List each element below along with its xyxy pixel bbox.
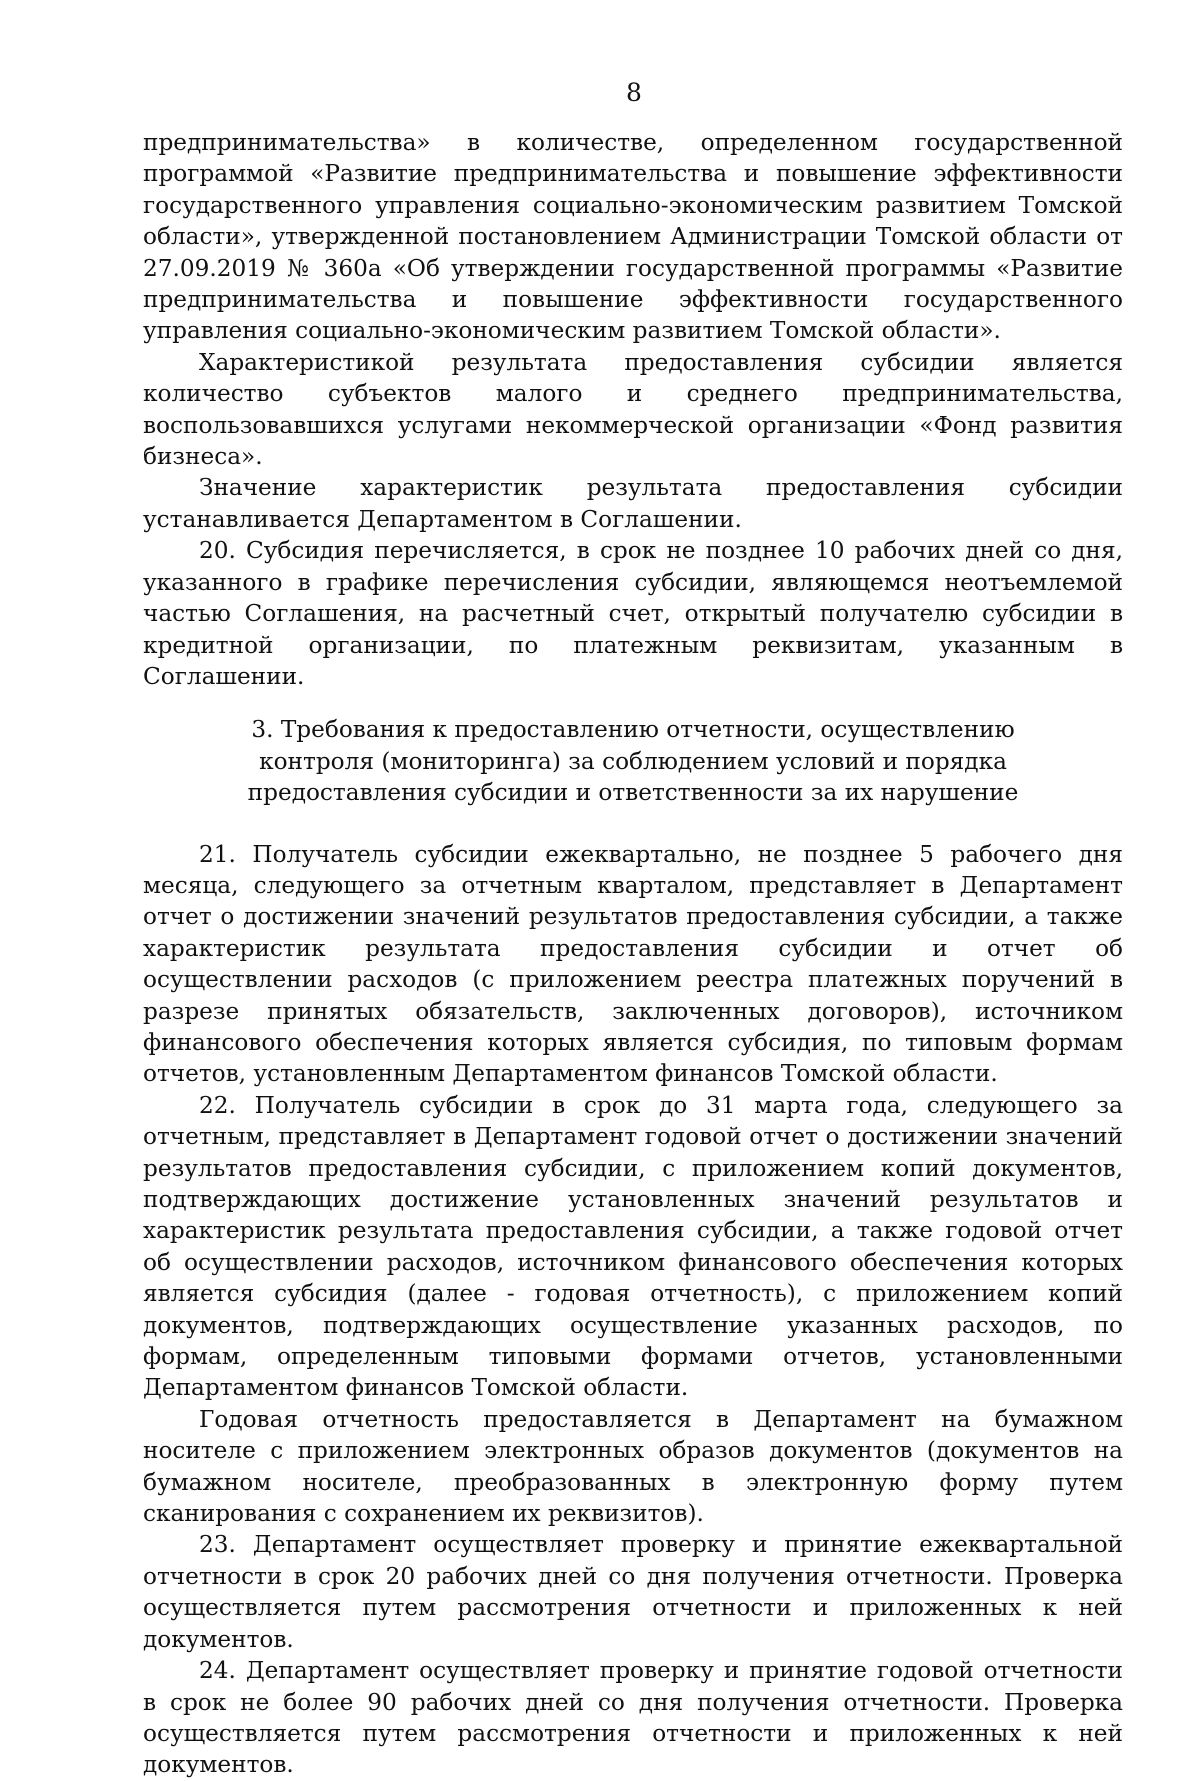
page-number: 8: [626, 78, 642, 107]
item-24-paragraph: 24. Департамент осуществляет проверку и принятие годовой отчетности в срок не более 90 рабочих дней со дня получения отчетности. Проверка осуществляется путем рассмотрения отчетности и приложенных к ней документов.: [143, 1657, 1123, 1779]
item-23-paragraph: 23. Департамент осуществляет проверку и принятие ежеквартальной отчетности в срок 20 рабочих дней со дня получения отчетности. Проверка осуществляется путем рассмотрения отчетности и приложенных к ней документов.: [143, 1531, 1123, 1653]
item-21-paragraph: 21. Получатель субсидии ежеквартально, не позднее 5 рабочего дня месяца, следующего за отчетным кварталом, представляет в Департамент отчет о достижении значений результатов предоставления субсидии, а также характеристик результата предоставления субсидии и отчет об осуществлении расходов (с приложением реестра платежных поручений в разрезе принятых обязательств, заключенных договоров), источником финансового обеспечения которых является субсидия, по типовым формам отчетов, установленным Департаментом финансов Томской области.: [143, 840, 1123, 1088]
section-3-heading-line-2: контроля (мониторинга) за соблюдением условий и порядка: [259, 747, 1007, 775]
characteristic-value-paragraph: Значение характеристик результата предоставления субсидии устанавливается Департаментом в Соглашении.: [143, 474, 1123, 533]
section-3-heading-line-1: 3. Требования к предоставлению отчетности, осуществлению: [251, 716, 1015, 744]
item-22-paragraph: 22. Получатель субсидии в срок до 31 марта года, следующего за отчетным, представляет в Департамент годовой отчет о достижении значений результатов предоставления субсидии, с приложением копий документов, подтверждающих достижение установленных значений результатов и характеристик результата предоставления субсидии, а также годовой отчет об осуществлении расходов, источником финансового обеспечения которых является субсидия (далее - годовая отчетность), с приложением копий документов, подтверждающих осуществление указанных расходов, по формам, определенным типовыми формами отчетов, установленными Департаментом финансов Томской области.: [143, 1091, 1123, 1402]
intro-paragraph: предпринимательства» в количестве, определенном государственной программой «Развитие предпринимательства и повышение эффективности государственного управления социально-экономическим развитием Томской области», утвержденной постановлением Администрации Томской области от 27.09.2019 № 360а «Об утверждении государственной программы «Развитие предпринимательства и повышение эффективности государственного управления социально-экономическим развитием Томской области».: [143, 129, 1123, 345]
section-3-heading-line-3: предоставления субсидии и ответственности за их нарушение: [247, 779, 1019, 807]
characteristic-paragraph: Характеристикой результата предоставления субсидии является количество субъектов малого и среднего предпринимательства, воспользовавшихся услугами некоммерческой организации «Фонд развития бизнеса».: [143, 348, 1123, 471]
document-body: [143, 127, 1123, 1781]
item-20-paragraph: 20. Субсидия перечисляется, в срок не позднее 10 рабочих дней со дня, указанного в графике перечисления субсидии, являющемся неотъемлемой частью Соглашения, на расчетный счет, открытый получателю субсидии в кредитной организации, по платежным реквизитам, указанным в Соглашении.: [143, 537, 1123, 690]
annual-reporting-paragraph: Годовая отчетность предоставляется в Департамент на бумажном носителе с приложением электронных образов документов (документов на бумажном носителе, преобразованных в электронную форму путем сканирования с сохранением их реквизитов).: [143, 1405, 1123, 1528]
section-3-heading: [143, 714, 1123, 808]
